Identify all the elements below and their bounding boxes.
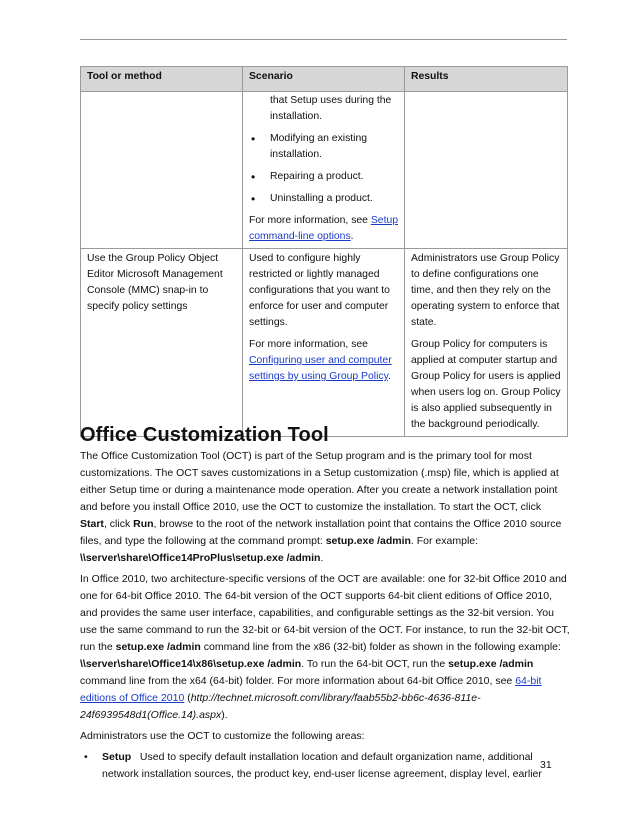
tools-table — [80, 66, 568, 437]
bullet-icon: • — [84, 751, 88, 763]
start-label: Start — [80, 518, 104, 530]
text-run: . For example: — [410, 535, 479, 547]
text-run: ). — [221, 709, 228, 721]
more-info-suffix: . — [350, 231, 354, 242]
column-header-scenario: Scenario — [243, 67, 405, 92]
header-rule — [80, 39, 567, 40]
table-cell-scenario — [243, 92, 405, 249]
table-cell-scenario — [243, 249, 405, 437]
list-item — [80, 749, 570, 783]
table-cell-results — [405, 249, 568, 437]
table-row — [81, 92, 568, 249]
text-run: The Office Customization Tool (OCT) is part of the Setup program and is the primary tool for most customizations. The OCT saves customizations in a Setup customization (.msp) file, which is applied at either Setup time or during a maintenance mode operation. After you create a network installation point and before you install Office 2010, use the OCT to customize the installation. To start the OCT, click — [80, 450, 559, 513]
64-bit-editions-link[interactable]: 64-bit editions of Office 2010 — [80, 675, 542, 704]
list-item: • Uninstalling a product. — [249, 191, 398, 207]
command-text: setup.exe /admin — [325, 535, 411, 547]
setup-command-line-options-link[interactable]: Setup command-line options — [249, 215, 399, 242]
section-body — [80, 448, 570, 783]
results-text: Group Policy for computers is applied at computer startup and Group Policy for users is applied when users log on. Group Policy is also applied subsequently in the background periodically. — [411, 339, 561, 430]
text-run: . — [320, 552, 324, 564]
results-text: Administrators use Group Policy to define configurations one time, and then they rely on the operating system to enforce that state. — [411, 253, 560, 328]
command-text: setup.exe /admin — [448, 658, 534, 670]
list-item: that Setup uses during the installation. — [270, 95, 392, 122]
text-run: , click — [103, 518, 134, 530]
table-cell-results — [405, 92, 568, 249]
paragraph — [80, 571, 570, 724]
command-example: \\server\share\Office14ProPlus\setup.exe /admin — [80, 552, 321, 564]
table-cell-tool — [81, 92, 243, 249]
technet-url: http://technet.microsoft.com/library/faab55b2-bb6c-4636-811e-24f6939548d1(Office.14).aspx — [80, 692, 481, 721]
paragraph: Administrators use the OCT to customize the following areas: — [80, 730, 365, 742]
more-info-text — [249, 337, 398, 385]
text-run: In Office 2010, two architecture-specific versions of the OCT are available: one for 32-bit Office 2010 and one for 64-bit Office 2010. The 64-bit version of the OCT supports 64-bit client editions of Office 2010, and provides the same user interface, capabilities, and configurable settings as the 32-bit version. You use the same command to run the 32-bit or 64-bit version of the OCT. For instance, to run the 32-bit OCT, run the — [80, 573, 570, 653]
setup-description: Used to specify default installation location and default organization name, additional network installation sources, the product key, end-user license agreement, display level, earlier — [102, 751, 542, 780]
text-run: ( — [184, 692, 191, 704]
more-info-prefix: For more information, see — [249, 339, 368, 350]
text-run: command line from the x64 (64-bit) folder. For more information about 64-bit Office 2010, see — [80, 675, 516, 687]
column-header-tool: Tool or method — [81, 67, 243, 92]
run-label: Run — [133, 518, 154, 530]
text-run: , browse to the root of the network installation point that contains the Office 2010 source files, and type the following at the command prompt: — [80, 518, 562, 547]
table-header-row — [81, 67, 568, 92]
page-number: 31 — [540, 759, 552, 771]
more-info-text — [249, 213, 398, 245]
scenario-text: Used to configure highly restricted or lightly managed configurations that you want to enforce for user and computer settings. — [249, 253, 390, 328]
more-info-prefix: For more information, see — [249, 215, 371, 226]
command-text: setup.exe /admin — [115, 641, 201, 653]
scenario-list — [249, 93, 398, 207]
section-heading: Office Customization Tool — [80, 424, 329, 446]
text-run: command line from the x86 (32-bit) folder as shown in the following example: — [200, 641, 561, 653]
more-info-suffix: . — [388, 371, 391, 382]
list-item: • Repairing a product. — [249, 169, 398, 185]
column-header-results: Results — [405, 67, 568, 92]
table-cell-tool — [81, 249, 243, 437]
paragraph — [80, 448, 570, 567]
tool-text: Use the Group Policy Object Editor Microsoft Management Console (MMC) snap-in to specify policy settings — [87, 253, 223, 312]
table-row — [81, 249, 568, 437]
command-example: \\server\share\Office14\x86\setup.exe /admin — [80, 658, 302, 670]
text-run: . To run the 64-bit OCT, run the — [301, 658, 449, 670]
setup-label: Setup — [102, 751, 132, 763]
group-policy-link[interactable]: Configuring user and computer settings by using Group Policy — [249, 355, 392, 382]
list-item: • Modifying an existing installation. — [249, 131, 398, 163]
